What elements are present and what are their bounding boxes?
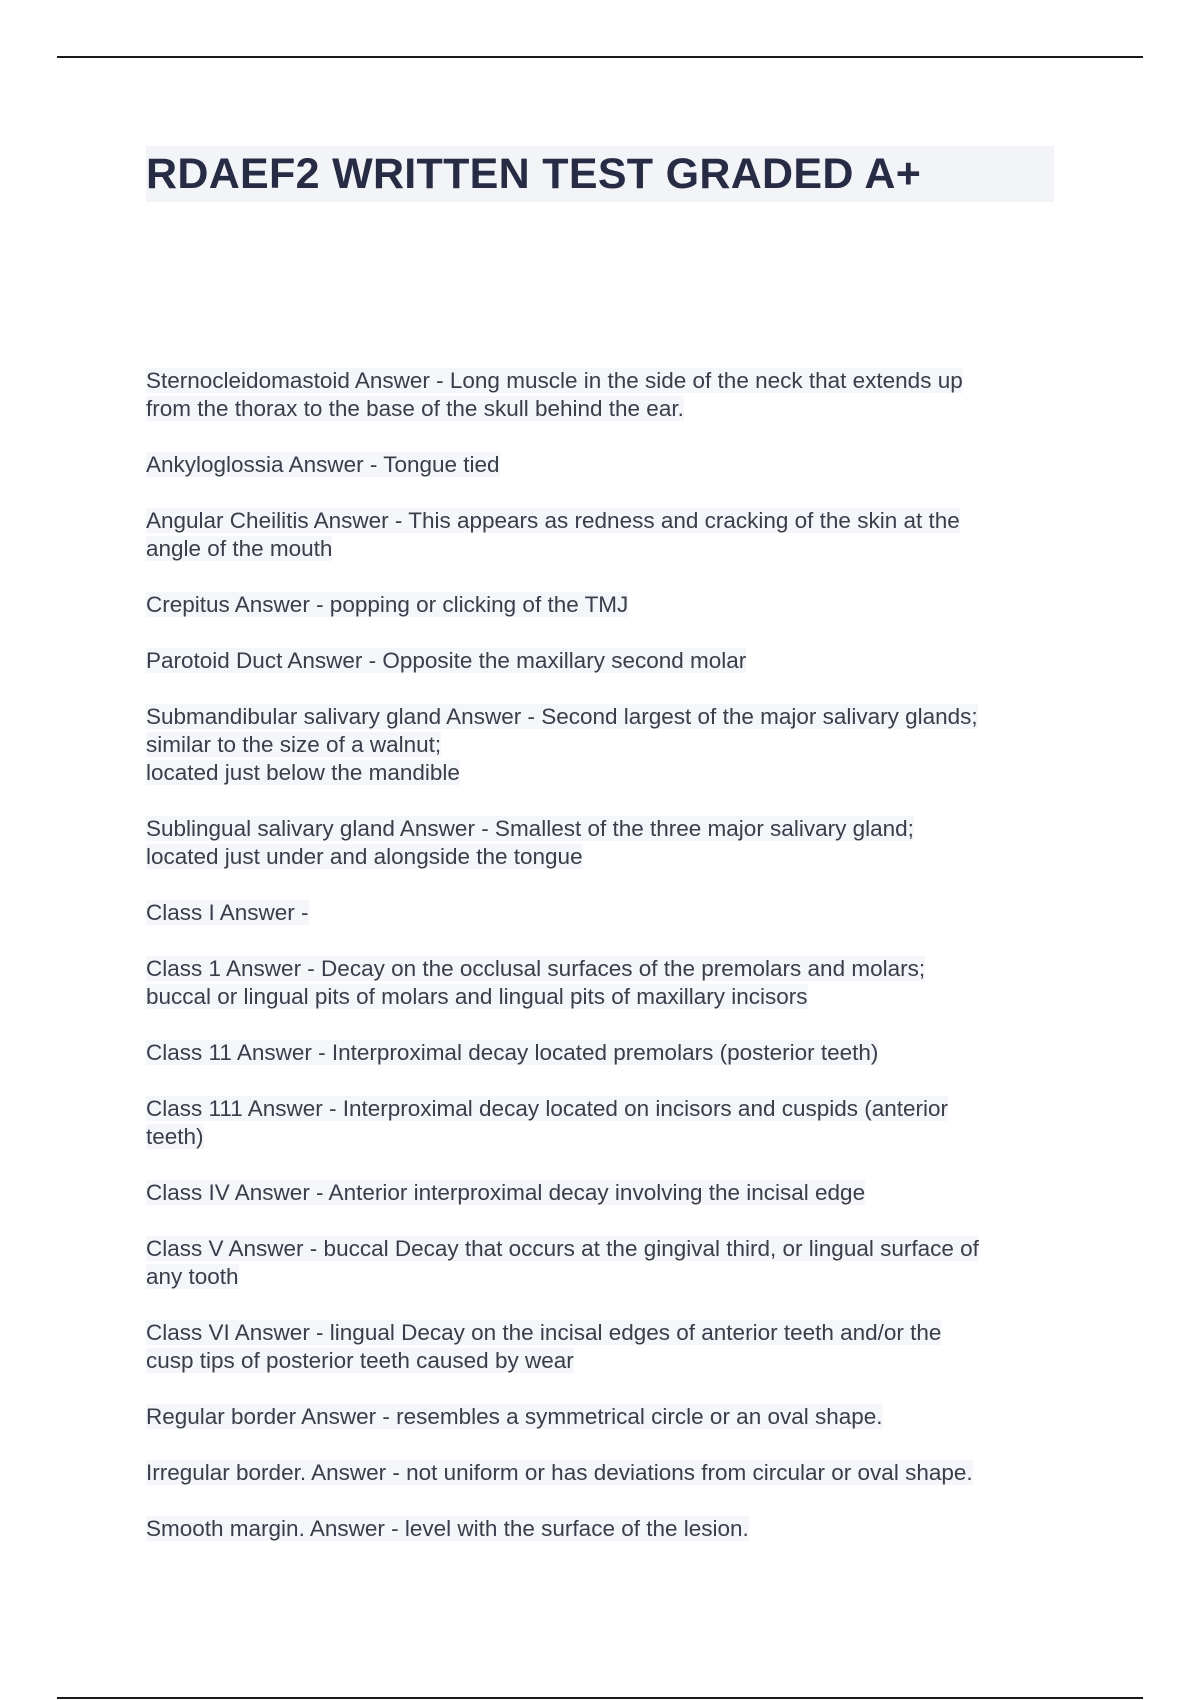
- qa-line: [146, 1459, 1066, 1487]
- qa-line: [146, 507, 1066, 535]
- qa-item: [146, 367, 1066, 423]
- document-title: RDAEF2 WRITTEN TEST GRADED A+: [146, 146, 1054, 202]
- qa-line-text: Submandibular salivary gland Answer - Second largest of the major salivary glands;: [146, 704, 978, 729]
- qa-line: [146, 1179, 1066, 1207]
- qa-line: [146, 535, 1066, 563]
- qa-line: [146, 703, 1066, 731]
- top-rule: [57, 56, 1143, 58]
- qa-item: [146, 1235, 1066, 1291]
- qa-line: [146, 647, 1066, 675]
- qa-line-text: Sternocleidomastoid Answer - Long muscle in the side of the neck that extends up: [146, 368, 963, 393]
- qa-line-text: any tooth: [146, 1264, 239, 1289]
- qa-item: [146, 955, 1066, 1011]
- qa-item: [146, 1459, 1066, 1487]
- qa-item: [146, 815, 1066, 871]
- qa-line: [146, 731, 1066, 759]
- qa-line-text: Class IV Answer - Anterior interproximal decay involving the incisal edge: [146, 1180, 866, 1205]
- qa-list: [146, 367, 1066, 1571]
- qa-line-text: angle of the mouth: [146, 536, 333, 561]
- qa-line: [146, 1515, 1066, 1543]
- qa-item: [146, 647, 1066, 675]
- qa-line: [146, 759, 1066, 787]
- qa-line: [146, 395, 1066, 423]
- qa-item: [146, 507, 1066, 563]
- qa-item: [146, 1179, 1066, 1207]
- qa-line-text: Ankyloglossia Answer - Tongue tied: [146, 452, 500, 477]
- qa-line: [146, 1123, 1066, 1151]
- qa-line: [146, 899, 1066, 927]
- qa-line-text: teeth): [146, 1124, 204, 1149]
- qa-line: [146, 1235, 1066, 1263]
- qa-line-text: buccal or lingual pits of molars and lingual pits of maxillary incisors: [146, 984, 808, 1009]
- qa-line-text: similar to the size of a walnut;: [146, 732, 442, 757]
- qa-line: [146, 983, 1066, 1011]
- qa-line: [146, 815, 1066, 843]
- qa-line-text: Irregular border. Answer - not uniform or has deviations from circular or oval shape.: [146, 1460, 973, 1485]
- qa-item: [146, 1403, 1066, 1431]
- qa-line: [146, 1263, 1066, 1291]
- qa-line-text: Smooth margin. Answer - level with the surface of the lesion.: [146, 1516, 749, 1541]
- qa-item: [146, 451, 1066, 479]
- qa-line-text: Sublingual salivary gland Answer - Smallest of the three major salivary gland;: [146, 816, 914, 841]
- qa-line-text: Regular border Answer - resembles a symmetrical circle or an oval shape.: [146, 1404, 883, 1429]
- qa-line: [146, 591, 1066, 619]
- qa-line: [146, 1319, 1066, 1347]
- qa-item: [146, 1095, 1066, 1151]
- qa-line-text: Class VI Answer - lingual Decay on the incisal edges of anterior teeth and/or the: [146, 1320, 942, 1345]
- qa-item: [146, 1319, 1066, 1375]
- qa-item: [146, 1515, 1066, 1543]
- bottom-rule: [57, 1697, 1143, 1699]
- qa-line-text: Angular Cheilitis Answer - This appears as redness and cracking of the skin at the: [146, 508, 960, 533]
- qa-line: [146, 843, 1066, 871]
- qa-line: [146, 1347, 1066, 1375]
- qa-line-text: Class 111 Answer - Interproximal decay located on incisors and cuspids (anterior: [146, 1096, 949, 1121]
- qa-line-text: Parotoid Duct Answer - Opposite the maxillary second molar: [146, 648, 747, 673]
- qa-line: [146, 367, 1066, 395]
- qa-line-text: Class V Answer - buccal Decay that occurs at the gingival third, or lingual surface of: [146, 1236, 979, 1261]
- qa-line-text: located just under and alongside the tongue: [146, 844, 583, 869]
- qa-line: [146, 1095, 1066, 1123]
- qa-line-text: cusp tips of posterior teeth caused by wear: [146, 1348, 574, 1373]
- qa-item: [146, 591, 1066, 619]
- qa-line-text: Crepitus Answer - popping or clicking of the TMJ: [146, 592, 629, 617]
- qa-item: [146, 1039, 1066, 1067]
- qa-line: [146, 1039, 1066, 1067]
- qa-item: [146, 899, 1066, 927]
- qa-line-text: Class 1 Answer - Decay on the occlusal surfaces of the premolars and molars;: [146, 956, 926, 981]
- qa-line-text: located just below the mandible: [146, 760, 460, 785]
- qa-line: [146, 451, 1066, 479]
- qa-line-text: Class 11 Answer - Interproximal decay located premolars (posterior teeth): [146, 1040, 879, 1065]
- qa-line-text: from the thorax to the base of the skull behind the ear.: [146, 396, 684, 421]
- qa-line: [146, 955, 1066, 983]
- qa-item: [146, 703, 1066, 787]
- qa-line: [146, 1403, 1066, 1431]
- qa-line-text: Class I Answer -: [146, 900, 309, 925]
